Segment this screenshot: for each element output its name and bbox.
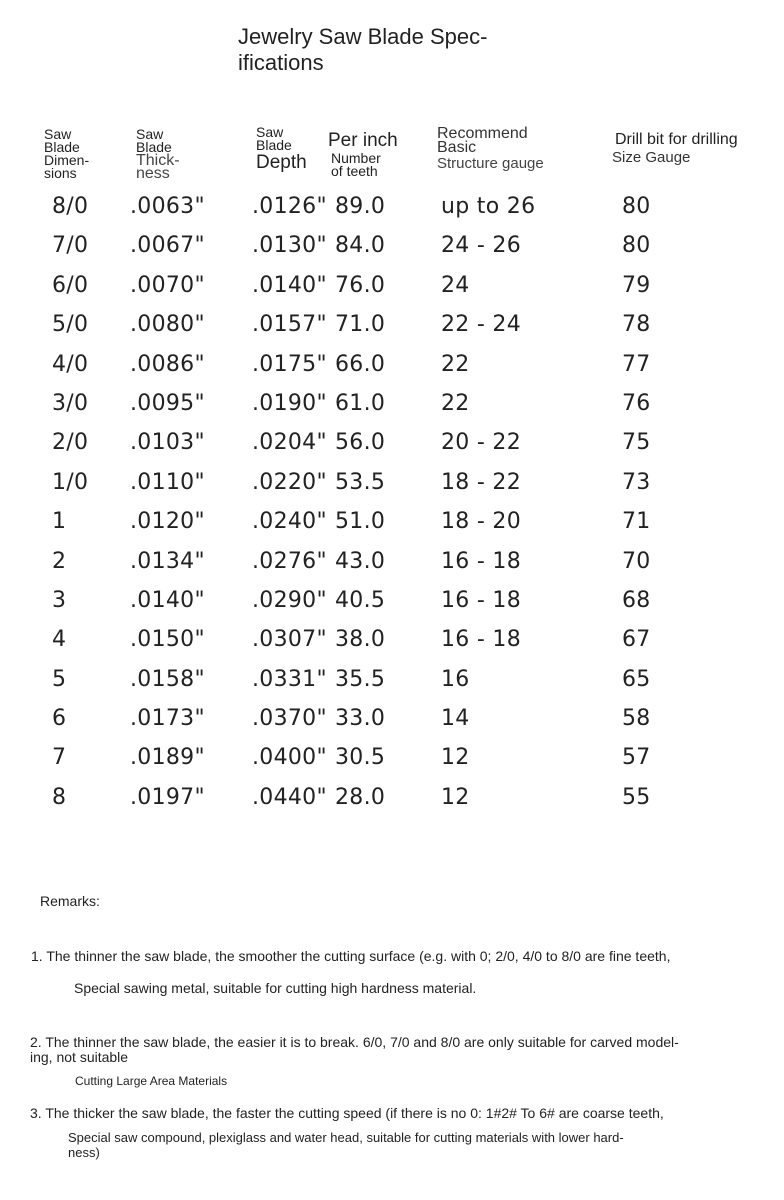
- cell-dimension: 7: [52, 745, 67, 771]
- cell-dimension: 2/0: [52, 430, 89, 456]
- cell-thickness: .0103": [130, 430, 205, 456]
- remark-note-2-line: 2. The thinner the saw blade, the easier it is to break. 6/0, 7/0 and 8/0 are only suitable for carved model-: [30, 1034, 679, 1050]
- cell-dimension: 7/0: [52, 233, 89, 259]
- remark-note-2-sub: Cutting Large Area Materials: [75, 1074, 228, 1088]
- table-row: [0, 781, 784, 820]
- cell-thickness: .0086": [130, 351, 205, 377]
- cell-gauge: 24: [441, 272, 470, 298]
- cell-depth: .0400": [252, 745, 327, 771]
- cell-dimension: 8/0: [52, 194, 89, 219]
- cell-gauge: 18 - 20: [441, 509, 522, 535]
- cell-depth: .0204": [252, 430, 327, 456]
- cell-drill-size: 68: [622, 587, 651, 613]
- cell-drill-size: 70: [622, 548, 651, 574]
- cell-gauge: 12: [441, 745, 470, 771]
- cell-gauge: 18 - 22: [441, 469, 522, 495]
- cell-drill-size: 73: [622, 469, 651, 495]
- header-per-inch-line: Per inch: [328, 130, 398, 151]
- cell-gauge: 22 - 24: [441, 312, 522, 338]
- header-thickness-line: Blade: [136, 139, 172, 155]
- cell-teeth-per-inch: 76.0: [335, 272, 386, 298]
- header-per-inch: [328, 130, 398, 178]
- header-depth-line: Saw: [256, 124, 284, 140]
- title-line-1: Jewelry Saw Blade Spec-: [238, 24, 488, 49]
- cell-depth: .0220": [252, 469, 327, 495]
- cell-thickness: .0067": [130, 233, 205, 259]
- header-gauge-line: Recommend: [437, 125, 528, 142]
- cell-gauge: 16 - 18: [441, 548, 522, 574]
- cell-drill-size: 79: [622, 272, 651, 298]
- table-row: [0, 623, 784, 662]
- cell-teeth-per-inch: 53.5: [335, 469, 386, 495]
- cell-dimension: 6: [52, 706, 67, 732]
- cell-depth: .0157": [252, 312, 327, 338]
- remark-note-1: 1. The thinner the saw blade, the smoother the cutting surface (e.g. with 0; 2/0, 4/0 to 8/0 are fine teeth,: [31, 948, 671, 964]
- table-row: [0, 387, 784, 426]
- cell-drill-size: 67: [622, 627, 651, 653]
- table-row: [0, 190, 784, 229]
- cell-depth: .0190": [252, 390, 327, 416]
- cell-thickness: .0158": [130, 666, 205, 692]
- cell-thickness: .0134": [130, 548, 205, 574]
- cell-depth: .0140": [252, 272, 327, 298]
- header-drill-line: Drill bit for drilling: [615, 131, 738, 148]
- cell-drill-size: 77: [622, 351, 651, 377]
- cell-depth: .0175": [252, 351, 327, 377]
- header-thickness: [136, 128, 180, 180]
- cell-gauge: 24 - 26: [441, 233, 522, 259]
- cell-teeth-per-inch: 84.0: [335, 233, 386, 259]
- cell-thickness: .0173": [130, 706, 205, 732]
- cell-teeth-per-inch: 33.0: [335, 706, 386, 732]
- header-drill: [612, 131, 738, 167]
- cell-teeth-per-inch: 28.0: [335, 784, 386, 810]
- header-dimensions-line: Saw: [44, 126, 72, 142]
- cell-thickness: .0120": [130, 509, 205, 535]
- remark-note-1-sub: Special sawing metal, suitable for cutting high hardness material.: [74, 980, 477, 996]
- cell-gauge: 14: [441, 706, 470, 732]
- cell-depth: .0276": [252, 548, 327, 574]
- table-row: [0, 308, 784, 347]
- spec-table-body: [0, 190, 784, 820]
- cell-thickness: .0063": [130, 194, 205, 219]
- cell-gauge: 12: [441, 784, 470, 810]
- cell-dimension: 8: [52, 784, 67, 810]
- cell-depth: .0240": [252, 509, 327, 535]
- cell-teeth-per-inch: 30.5: [335, 745, 386, 771]
- table-row: [0, 505, 784, 544]
- cell-teeth-per-inch: 35.5: [335, 666, 386, 692]
- cell-dimension: 1: [52, 509, 67, 535]
- cell-drill-size: 71: [622, 509, 651, 535]
- table-row: [0, 545, 784, 584]
- title-line-2: ifications: [238, 50, 324, 75]
- cell-teeth-per-inch: 43.0: [335, 548, 386, 574]
- table-row: [0, 466, 784, 505]
- cell-dimension: 5: [52, 666, 67, 692]
- cell-drill-size: 75: [622, 430, 651, 456]
- cell-teeth-per-inch: 40.5: [335, 587, 386, 613]
- table-row: [0, 269, 784, 308]
- header-depth-line: Blade: [256, 137, 292, 153]
- cell-dimension: 4: [52, 627, 67, 653]
- remarks-title: Remarks:: [40, 893, 100, 909]
- cell-drill-size: 57: [622, 745, 651, 771]
- cell-drill-size: 80: [622, 233, 651, 259]
- header-depth: [256, 126, 307, 174]
- header-gauge: [437, 126, 544, 174]
- cell-drill-size: 78: [622, 312, 651, 338]
- table-row: [0, 229, 784, 268]
- cell-depth: .0126": [252, 194, 327, 219]
- remark-note-2-line: ing, not suitable: [30, 1049, 129, 1065]
- cell-gauge: 16 - 18: [441, 627, 522, 653]
- cell-dimension: 6/0: [52, 272, 89, 298]
- header-depth-line: Depth: [256, 152, 307, 173]
- header-thickness-line: Thick-: [136, 152, 180, 169]
- cell-gauge: 16 - 18: [441, 587, 522, 613]
- cell-drill-size: 76: [622, 390, 651, 416]
- cell-drill-size: 65: [622, 666, 651, 692]
- cell-thickness: .0070": [130, 272, 205, 298]
- cell-dimension: 3/0: [52, 390, 89, 416]
- table-row: [0, 348, 784, 387]
- table-row: [0, 741, 784, 780]
- cell-dimension: 1/0: [52, 469, 89, 495]
- table-row: [0, 702, 784, 741]
- cell-gauge: up to 26: [441, 194, 536, 219]
- remark-note-3-sub-line: Special saw compound, plexiglass and water head, suitable for cutting materials with lower hard-: [68, 1130, 624, 1145]
- cell-depth: .0290": [252, 587, 327, 613]
- cell-thickness: .0150": [130, 627, 205, 653]
- header-dimensions-line: Dimen-: [44, 152, 90, 168]
- header-per-inch-line: Number: [331, 150, 381, 166]
- cell-teeth-per-inch: 71.0: [335, 312, 386, 338]
- cell-gauge: 22: [441, 351, 470, 377]
- header-gauge-line: Basic: [437, 139, 477, 156]
- cell-thickness: .0080": [130, 312, 205, 338]
- table-row: [0, 584, 784, 623]
- cell-gauge: 16: [441, 666, 470, 692]
- cell-teeth-per-inch: 56.0: [335, 430, 386, 456]
- cell-gauge: 22: [441, 390, 470, 416]
- header-gauge-line: Structure gauge: [437, 155, 544, 172]
- header-dimensions-line: sions: [44, 165, 77, 181]
- cell-teeth-per-inch: 61.0: [335, 390, 386, 416]
- cell-teeth-per-inch: 89.0: [335, 194, 386, 219]
- cell-depth: .0307": [252, 627, 327, 653]
- remark-note-3: 3. The thicker the saw blade, the faster the cutting speed (if there is no 0: 1#2# To 6# are coarse teeth,: [30, 1105, 664, 1121]
- cell-depth: .0331": [252, 666, 327, 692]
- header-per-inch-line: of teeth: [331, 163, 378, 179]
- remark-note-2: [30, 1035, 679, 1065]
- cell-drill-size: 55: [622, 784, 651, 810]
- cell-teeth-per-inch: 66.0: [335, 351, 386, 377]
- table-row: [0, 663, 784, 702]
- cell-dimension: 3: [52, 587, 67, 613]
- header-dimensions: [44, 128, 89, 180]
- cell-gauge: 20 - 22: [441, 430, 522, 456]
- cell-depth: .0440": [252, 784, 327, 810]
- cell-depth: .0370": [252, 706, 327, 732]
- table-row: [0, 426, 784, 465]
- cell-thickness: .0095": [130, 390, 205, 416]
- cell-dimension: 4/0: [52, 351, 89, 377]
- cell-thickness: .0189": [130, 745, 205, 771]
- cell-teeth-per-inch: 51.0: [335, 509, 386, 535]
- header-drill-line: Size Gauge: [612, 149, 691, 166]
- header-thickness-line: ness: [136, 165, 170, 182]
- cell-dimension: 2: [52, 548, 67, 574]
- cell-dimension: 5/0: [52, 312, 89, 338]
- page-title: [238, 24, 528, 76]
- remark-note-3-sub-line: ness): [68, 1145, 100, 1160]
- cell-thickness: .0140": [130, 587, 205, 613]
- cell-thickness: .0110": [130, 469, 205, 495]
- header-thickness-line: Saw: [136, 126, 164, 142]
- cell-teeth-per-inch: 38.0: [335, 627, 386, 653]
- cell-thickness: .0197": [130, 784, 205, 810]
- header-dimensions-line: Blade: [44, 139, 80, 155]
- cell-drill-size: 80: [622, 194, 651, 219]
- cell-depth: .0130": [252, 233, 327, 259]
- remark-note-3-sub: [68, 1130, 624, 1160]
- cell-drill-size: 58: [622, 706, 651, 732]
